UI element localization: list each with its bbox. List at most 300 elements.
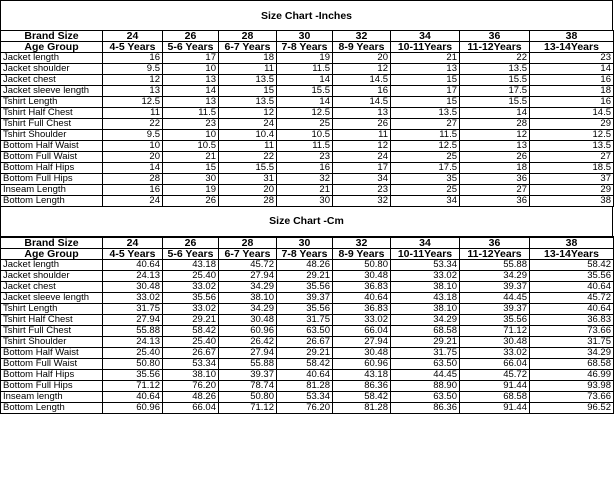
measurement-value: 73.66 <box>530 392 614 403</box>
measurement-value: 31.75 <box>103 304 163 315</box>
measurement-value: 22 <box>103 119 163 130</box>
measurement-value: 66.04 <box>163 403 219 414</box>
measurement-value: 16 <box>103 53 163 64</box>
measurement-value: 11 <box>219 64 277 75</box>
measurement-value: 25 <box>391 152 460 163</box>
table-row <box>1 370 614 381</box>
measurement-value: 10 <box>163 64 219 75</box>
measurement-value: 35 <box>391 174 460 185</box>
measurement-value: 14.5 <box>333 97 391 108</box>
measurement-value: 24.13 <box>103 337 163 348</box>
measurement-value: 24 <box>333 152 391 163</box>
table-row <box>1 282 614 293</box>
measurement-value: 13.5 <box>460 64 530 75</box>
measurement-value: 46.99 <box>530 370 614 381</box>
measurement-value: 13 <box>460 141 530 152</box>
measurement-value: 63.50 <box>391 392 460 403</box>
measurement-label: Jacket length <box>1 260 103 271</box>
size-cell: 30 <box>277 31 333 42</box>
measurement-value: 63.50 <box>277 326 333 337</box>
measurement-value: 22 <box>460 53 530 64</box>
measurement-value: 20 <box>103 152 163 163</box>
measurement-value: 15.5 <box>460 75 530 86</box>
measurement-value: 38.10 <box>163 370 219 381</box>
measurement-value: 13.5 <box>391 108 460 119</box>
measurement-value: 36 <box>460 196 530 207</box>
measurement-value: 29.21 <box>277 348 333 359</box>
measurement-value: 27.94 <box>219 348 277 359</box>
measurement-value: 40.64 <box>530 282 614 293</box>
measurement-value: 29 <box>530 119 614 130</box>
measurement-label: Bottom Half Hips <box>1 370 103 381</box>
measurement-value: 66.04 <box>460 359 530 370</box>
measurement-label: Inseam Length <box>1 185 103 196</box>
measurement-value: 29.21 <box>391 337 460 348</box>
table-row <box>1 185 614 196</box>
measurement-value: 11.5 <box>277 64 333 75</box>
measurement-value: 27 <box>460 185 530 196</box>
measurement-value: 13 <box>163 75 219 86</box>
measurement-value: 15 <box>391 75 460 86</box>
table-row <box>1 260 614 271</box>
measurement-label: Jacket sleeve length <box>1 293 103 304</box>
table-row <box>1 304 614 315</box>
measurement-value: 18 <box>460 163 530 174</box>
measurement-value: 14 <box>163 86 219 97</box>
measurement-value: 60.96 <box>219 326 277 337</box>
measurement-value: 88.90 <box>391 381 460 392</box>
age-cell: 8-9 Years <box>333 249 391 260</box>
measurement-value: 34.29 <box>460 271 530 282</box>
measurement-value: 37 <box>530 174 614 185</box>
measurement-value: 33.02 <box>460 348 530 359</box>
measurement-value: 17.5 <box>460 86 530 97</box>
measurement-value: 33.02 <box>391 271 460 282</box>
measurement-value: 12 <box>103 75 163 86</box>
table-row <box>1 271 614 282</box>
measurement-value: 30 <box>163 174 219 185</box>
measurement-value: 26.67 <box>163 348 219 359</box>
age-cell: 7-8 Years <box>277 42 333 53</box>
measurement-value: 9.5 <box>103 64 163 75</box>
measurement-value: 11 <box>219 141 277 152</box>
measurement-value: 27 <box>530 152 614 163</box>
measurement-value: 30.48 <box>333 348 391 359</box>
table-row <box>1 348 614 359</box>
measurement-value: 81.28 <box>333 403 391 414</box>
measurement-value: 15.5 <box>460 97 530 108</box>
measurement-value: 30.48 <box>103 282 163 293</box>
measurement-value: 48.26 <box>163 392 219 403</box>
table-row <box>1 293 614 304</box>
measurement-value: 28 <box>103 174 163 185</box>
measurement-value: 53.34 <box>163 359 219 370</box>
measurement-value: 35.56 <box>530 271 614 282</box>
measurement-value: 15 <box>391 97 460 108</box>
age-cell: 4-5 Years <box>103 249 163 260</box>
measurement-value: 10.5 <box>163 141 219 152</box>
measurement-value: 10.5 <box>277 130 333 141</box>
measurement-value: 13 <box>163 97 219 108</box>
measurement-value: 36.83 <box>333 304 391 315</box>
age-cell: 10-11Years <box>391 42 460 53</box>
measurement-value: 23 <box>333 185 391 196</box>
size-cell: 24 <box>103 237 163 249</box>
measurement-value: 14 <box>530 64 614 75</box>
measurement-value: 11 <box>103 108 163 119</box>
measurement-value: 23 <box>277 152 333 163</box>
measurement-value: 20 <box>219 185 277 196</box>
measurement-label: Bottom Half Waist <box>1 348 103 359</box>
measurement-value: 55.88 <box>460 260 530 271</box>
age-cell: 7-8 Years <box>277 249 333 260</box>
inches-table-body <box>1 31 614 207</box>
measurement-value: 11 <box>333 130 391 141</box>
age-group-row <box>1 42 614 53</box>
measurement-value: 40.64 <box>103 260 163 271</box>
size-cell: 34 <box>391 31 460 42</box>
measurement-value: 91.44 <box>460 403 530 414</box>
table-row <box>1 97 614 108</box>
measurement-value: 12.5 <box>391 141 460 152</box>
measurement-value: 10 <box>163 130 219 141</box>
measurement-label: Tshirt Full Chest <box>1 326 103 337</box>
measurement-value: 44.45 <box>391 370 460 381</box>
measurement-label: Jacket chest <box>1 282 103 293</box>
measurement-label: Jacket length <box>1 53 103 64</box>
size-cell: 28 <box>219 237 277 249</box>
age-cell: 10-11Years <box>391 249 460 260</box>
measurement-value: 25.40 <box>103 348 163 359</box>
table-row <box>1 337 614 348</box>
measurement-label: Tshirt Half Chest <box>1 108 103 119</box>
inches-chart-title: Size Chart -Inches <box>0 0 613 30</box>
measurement-value: 14 <box>103 163 163 174</box>
measurement-value: 60.96 <box>103 403 163 414</box>
size-cell: 32 <box>333 237 391 249</box>
measurement-value: 45.72 <box>219 260 277 271</box>
cm-size-table <box>0 236 614 414</box>
measurement-value: 39.37 <box>219 370 277 381</box>
measurement-value: 14.5 <box>530 108 614 119</box>
measurement-value: 32 <box>277 174 333 185</box>
table-row <box>1 196 614 207</box>
measurement-value: 40.64 <box>103 392 163 403</box>
measurement-value: 26.67 <box>277 337 333 348</box>
measurement-value: 29.21 <box>277 271 333 282</box>
measurement-value: 35.56 <box>163 293 219 304</box>
measurement-value: 34 <box>333 174 391 185</box>
brand-size-label: Brand Size <box>1 237 103 249</box>
size-cell: 36 <box>460 31 530 42</box>
measurement-value: 16 <box>530 75 614 86</box>
table-row <box>1 326 614 337</box>
size-cell: 38 <box>530 31 614 42</box>
measurement-value: 16 <box>103 185 163 196</box>
measurement-value: 30.48 <box>219 315 277 326</box>
measurement-value: 25 <box>391 185 460 196</box>
measurement-value: 45.72 <box>530 293 614 304</box>
measurement-value: 68.58 <box>391 326 460 337</box>
measurement-value: 25.40 <box>163 337 219 348</box>
measurement-value: 96.52 <box>530 403 614 414</box>
measurement-value: 35.56 <box>460 315 530 326</box>
measurement-label: Bottom Full Hips <box>1 174 103 185</box>
measurement-label: Jacket chest <box>1 75 103 86</box>
measurement-value: 34.29 <box>219 282 277 293</box>
measurement-value: 20 <box>333 53 391 64</box>
measurement-value: 28 <box>460 119 530 130</box>
size-cell: 26 <box>163 31 219 42</box>
measurement-value: 25 <box>277 119 333 130</box>
measurement-value: 33.02 <box>333 315 391 326</box>
measurement-value: 27 <box>391 119 460 130</box>
measurement-value: 34 <box>391 196 460 207</box>
table-row <box>1 403 614 414</box>
measurement-value: 39.37 <box>277 293 333 304</box>
measurement-value: 9.5 <box>103 130 163 141</box>
measurement-label: Bottom Full Hips <box>1 381 103 392</box>
measurement-value: 53.34 <box>391 260 460 271</box>
brand-size-row <box>1 31 614 42</box>
measurement-label: Jacket shoulder <box>1 271 103 282</box>
cm-table-body <box>1 237 614 414</box>
measurement-value: 14.5 <box>333 75 391 86</box>
measurement-value: 36.83 <box>530 315 614 326</box>
measurement-label: Jacket sleeve length <box>1 86 103 97</box>
age-cell: 8-9 Years <box>333 42 391 53</box>
measurement-value: 15 <box>163 163 219 174</box>
measurement-value: 19 <box>163 185 219 196</box>
measurement-value: 24.13 <box>103 271 163 282</box>
measurement-value: 22 <box>219 152 277 163</box>
measurement-value: 11.5 <box>163 108 219 119</box>
measurement-label: Tshirt Shoulder <box>1 337 103 348</box>
table-row <box>1 86 614 97</box>
measurement-value: 14 <box>277 97 333 108</box>
measurement-value: 68.58 <box>460 392 530 403</box>
measurement-value: 13.5 <box>219 75 277 86</box>
measurement-value: 13 <box>333 108 391 119</box>
measurement-value: 50.80 <box>333 260 391 271</box>
table-row <box>1 152 614 163</box>
measurement-value: 16 <box>530 97 614 108</box>
measurement-value: 39.37 <box>460 282 530 293</box>
measurement-value: 14 <box>277 75 333 86</box>
measurement-value: 35.56 <box>277 282 333 293</box>
measurement-value: 18.5 <box>530 163 614 174</box>
measurement-value: 34.29 <box>391 315 460 326</box>
measurement-label: Tshirt Full Chest <box>1 119 103 130</box>
measurement-value: 38.10 <box>391 282 460 293</box>
measurement-value: 16 <box>277 163 333 174</box>
measurement-value: 30.48 <box>460 337 530 348</box>
measurement-value: 28 <box>219 196 277 207</box>
measurement-value: 34.29 <box>219 304 277 315</box>
measurement-value: 60.96 <box>333 359 391 370</box>
measurement-value: 44.45 <box>460 293 530 304</box>
age-cell: 6-7 Years <box>219 249 277 260</box>
measurement-value: 13.5 <box>530 141 614 152</box>
size-cell: 28 <box>219 31 277 42</box>
measurement-value: 33.02 <box>103 293 163 304</box>
size-cell: 34 <box>391 237 460 249</box>
measurement-value: 11.5 <box>391 130 460 141</box>
measurement-value: 55.88 <box>219 359 277 370</box>
measurement-value: 12.5 <box>277 108 333 119</box>
measurement-value: 26.42 <box>219 337 277 348</box>
table-row <box>1 64 614 75</box>
measurement-value: 31.75 <box>391 348 460 359</box>
table-row <box>1 141 614 152</box>
age-cell: 4-5 Years <box>103 42 163 53</box>
size-cell: 38 <box>530 237 614 249</box>
size-cell: 32 <box>333 31 391 42</box>
measurement-value: 68.58 <box>530 359 614 370</box>
age-group-row <box>1 249 614 260</box>
measurement-value: 81.28 <box>277 381 333 392</box>
measurement-label: Bottom Half Waist <box>1 141 103 152</box>
measurement-label: Jacket shoulder <box>1 64 103 75</box>
measurement-value: 12.5 <box>530 130 614 141</box>
measurement-value: 43.18 <box>163 260 219 271</box>
measurement-value: 38.10 <box>391 304 460 315</box>
measurement-value: 76.20 <box>163 381 219 392</box>
age-cell: 5-6 Years <box>163 42 219 53</box>
measurement-label: Bottom Half Hips <box>1 163 103 174</box>
measurement-value: 50.80 <box>219 392 277 403</box>
measurement-value: 38.10 <box>219 293 277 304</box>
size-cell: 30 <box>277 237 333 249</box>
size-cell: 36 <box>460 237 530 249</box>
measurement-label: Tshirt Shoulder <box>1 130 103 141</box>
measurement-value: 53.34 <box>277 392 333 403</box>
age-cell: 5-6 Years <box>163 249 219 260</box>
measurement-value: 12 <box>460 130 530 141</box>
measurement-value: 12 <box>333 64 391 75</box>
measurement-value: 71.12 <box>219 403 277 414</box>
measurement-value: 29 <box>530 185 614 196</box>
age-group-label: Age Group <box>1 249 103 260</box>
measurement-value: 15.5 <box>219 163 277 174</box>
measurement-value: 36 <box>460 174 530 185</box>
measurement-value: 21 <box>391 53 460 64</box>
measurement-value: 48.26 <box>277 260 333 271</box>
measurement-value: 15.5 <box>277 86 333 97</box>
measurement-value: 76.20 <box>277 403 333 414</box>
measurement-value: 18 <box>219 53 277 64</box>
measurement-value: 21 <box>163 152 219 163</box>
measurement-value: 30.48 <box>333 271 391 282</box>
measurement-value: 18 <box>530 86 614 97</box>
measurement-value: 12 <box>219 108 277 119</box>
table-row <box>1 174 614 185</box>
measurement-value: 38 <box>530 196 614 207</box>
measurement-value: 91.44 <box>460 381 530 392</box>
measurement-value: 43.18 <box>391 293 460 304</box>
measurement-value: 31.75 <box>277 315 333 326</box>
measurement-value: 78.74 <box>219 381 277 392</box>
table-row <box>1 108 614 119</box>
measurement-value: 11.5 <box>277 141 333 152</box>
measurement-value: 73.66 <box>530 326 614 337</box>
measurement-value: 23 <box>163 119 219 130</box>
measurement-value: 26 <box>460 152 530 163</box>
measurement-value: 12 <box>333 141 391 152</box>
measurement-value: 13 <box>103 86 163 97</box>
measurement-value: 17.5 <box>391 163 460 174</box>
age-cell: 11-12Years <box>460 249 530 260</box>
measurement-value: 10.4 <box>219 130 277 141</box>
measurement-label: Bottom Length <box>1 196 103 207</box>
measurement-value: 58.42 <box>163 326 219 337</box>
measurement-value: 13 <box>391 64 460 75</box>
measurement-value: 55.88 <box>103 326 163 337</box>
measurement-label: Bottom Full Waist <box>1 359 103 370</box>
measurement-value: 34.29 <box>530 348 614 359</box>
measurement-value: 30 <box>277 196 333 207</box>
measurement-value: 13.5 <box>219 97 277 108</box>
measurement-value: 31.75 <box>530 337 614 348</box>
measurement-value: 19 <box>277 53 333 64</box>
measurement-value: 26 <box>163 196 219 207</box>
measurement-value: 33.02 <box>163 282 219 293</box>
age-cell: 6-7 Years <box>219 42 277 53</box>
age-group-label: Age Group <box>1 42 103 53</box>
age-cell: 13-14Years <box>530 42 614 53</box>
measurement-value: 24 <box>219 119 277 130</box>
table-row <box>1 75 614 86</box>
measurement-value: 58.42 <box>277 359 333 370</box>
measurement-value: 71.12 <box>460 326 530 337</box>
table-row <box>1 53 614 64</box>
measurement-value: 66.04 <box>333 326 391 337</box>
table-row <box>1 392 614 403</box>
measurement-value: 71.12 <box>103 381 163 392</box>
measurement-label: Tshirt Length <box>1 304 103 315</box>
measurement-value: 58.42 <box>530 260 614 271</box>
measurement-value: 27.94 <box>219 271 277 282</box>
measurement-value: 43.18 <box>333 370 391 381</box>
table-row <box>1 130 614 141</box>
table-row <box>1 163 614 174</box>
measurement-value: 15 <box>219 86 277 97</box>
measurement-value: 33.02 <box>163 304 219 315</box>
measurement-value: 12.5 <box>103 97 163 108</box>
measurement-value: 17 <box>163 53 219 64</box>
measurement-value: 93.98 <box>530 381 614 392</box>
measurement-value: 35.56 <box>277 304 333 315</box>
table-row <box>1 359 614 370</box>
measurement-value: 35.56 <box>103 370 163 381</box>
measurement-label: Inseam length <box>1 392 103 403</box>
measurement-value: 32 <box>333 196 391 207</box>
measurement-value: 45.72 <box>460 370 530 381</box>
age-cell: 11-12Years <box>460 42 530 53</box>
measurement-value: 16 <box>333 86 391 97</box>
measurement-label: Tshirt Half Chest <box>1 315 103 326</box>
measurement-value: 26 <box>333 119 391 130</box>
measurement-value: 29.21 <box>163 315 219 326</box>
measurement-value: 50.80 <box>103 359 163 370</box>
brand-size-row <box>1 237 614 249</box>
measurement-value: 58.42 <box>333 392 391 403</box>
inches-size-table <box>0 30 614 207</box>
measurement-label: Bottom Full Waist <box>1 152 103 163</box>
measurement-value: 21 <box>277 185 333 196</box>
measurement-value: 27.94 <box>333 337 391 348</box>
measurement-value: 17 <box>391 86 460 97</box>
